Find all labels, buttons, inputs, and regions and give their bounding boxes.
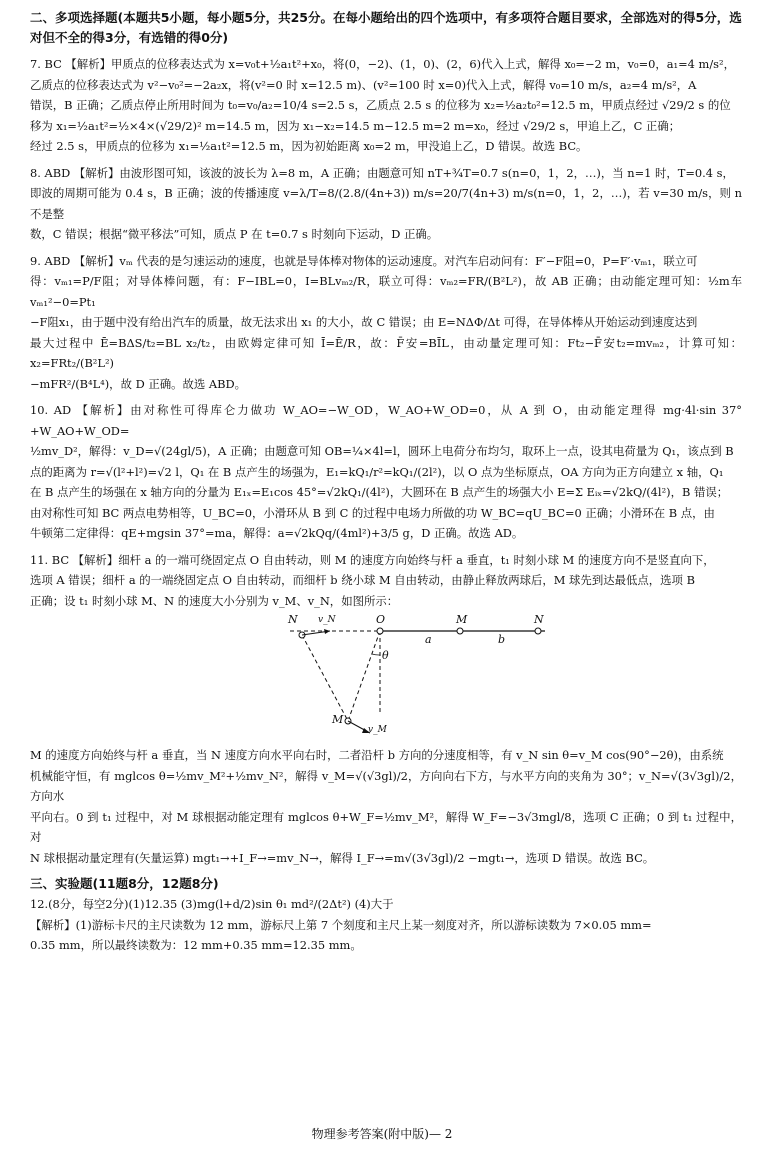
rod-a-dashed bbox=[348, 631, 380, 721]
q12-answer: 12.(8分，每空2分)(1)12.35 (3)mg(l+d/2)sin θ₁ md²/(2Δt²) (4)大于 bbox=[30, 897, 394, 911]
q7-line: 移为 x₁=½a₁t²=½×4×(√29/2)² m=14.5 m，因为 x₁−x₂=14.5 m−12.5 m=2 m=x₀，经过 √29/2 s，甲追上乙，C 正确； bbox=[30, 118, 681, 133]
q9-line: 最大过程中 Ē=BΔS/t₂=BL x₂/t₂，由欧姆定律可知 Ī=Ē/R，故：F̄安=BĪL，由动量定理可知：Ft₂−F̄安t₂=mvₘ₂，计算可知：x₂=FRt₂/(B²L²) bbox=[30, 335, 742, 370]
label-n-right: N bbox=[534, 613, 544, 626]
question-7 bbox=[30, 54, 742, 157]
q7-line: 经过 2.5 s，甲质点的位移为 x₁=½a₁t²=12.5 m，因为初始距离 x₀=2 m，甲没追上乙，D 错误。故选 BC。 bbox=[30, 139, 588, 153]
q12-line: 0.35 mm，所以最终读数为：12 mm+0.35 mm=12.35 mm。 bbox=[30, 938, 362, 952]
q8-line: 数，C 错误；根据“微平移法”可知，质点 P 在 t=0.7 s 时刻向下运动，D 正确。 bbox=[30, 227, 439, 241]
q10-line: ½mv_D²，解得：v_D=√(24gl/5)，A 正确；由题意可知 OB=¼×4l=l，圆环上电荷分布均匀，取环上一点，设其电荷量为 Q₁，该点到 B bbox=[30, 444, 734, 458]
q11-line: M 的速度方向始终与杆 a 垂直，当 N 速度方向水平向右时，二者沿杆 b 方向的分速度相等，有 v_N sin θ=v_M cos(90°−2θ)，由系统 bbox=[30, 748, 724, 762]
label-m-bottom: M bbox=[332, 713, 344, 726]
q9-line: −F阻x₁，由于题中没有给出汽车的质量，故无法求出 x₁ 的大小，故 C 错误；由 E=NΔΦ/Δt 可得，在导体棒从开始运动到速度达到 bbox=[30, 315, 698, 329]
label-vm: v_M bbox=[368, 725, 387, 735]
label-theta: θ bbox=[382, 649, 389, 662]
label-b: b bbox=[498, 633, 506, 646]
q11-line: 平向右。0 到 t₁ 过程中，对 M 球根据动能定理有 mglcos θ+W_F=½mv_M²，解得 W_F=−3√3mgl/8，选项 C 正确；0 到 t₁ 过程中，对 bbox=[30, 809, 742, 844]
q7-line: 7. BC 【解析】甲质点的位移表达式为 x=v₀t+½a₁t²+x₀，将(0，−2)、(1，0)、(2，6)代入上式，解得 x₀=−2 m，v₀=0，a₁=4 m/s²， bbox=[30, 57, 735, 71]
q10-line: 由对称性可知 BC 两点电势相等，U_BC=0，小滑环从 B 到 C 的过程中电场力所做的功 W_BC=qU_BC=0 正确；小滑环在 B 点，由 bbox=[30, 505, 715, 520]
rod-ball-svg bbox=[270, 613, 570, 743]
page-footer: 物理参考答案(附中版)— 2 bbox=[311, 1127, 453, 1141]
q10-line: 点的距离为 r=√(l²+l²)=√2 l，Q₁ 在 B 点产生的场强为，E₁=kQ₁/r²=kQ₁/(2l²)，以 O 点为坐标原点，OA 方向为正方向建立 x 轴，Q₁ bbox=[30, 464, 724, 479]
q11-line: 机械能守恒，有 mglcos θ=½mv_M²+½mv_N²，解得 v_M=√(√3gl)/2，方向向右下方，与水平方向的夹角为 30°；v_N=√(3√3gl)/2，方向水 bbox=[30, 768, 742, 803]
ball-m-top bbox=[457, 628, 463, 634]
q9-line: −mFR²/(B⁴L⁴)，故 D 正确。故选 ABD。 bbox=[30, 376, 247, 391]
q7-line: 乙质点的位移表达式为 v²−v₀²=−2a₂x，将(v²=0 时 x=12.5 m)、(v²=100 时 x=0)代入上式，解得 v₀=10 m/s，a₂=4 m/s²，A bbox=[30, 77, 697, 92]
section-2-title: 二、多项选择题(本题共5小题，每小题5分，共25分。在每小题给出的四个选项中，有多项符合题目要求，全部选对的得5分，选对但不全的得3分，有选错的得0分) bbox=[30, 10, 742, 45]
section-3-title: 三、实验题(11题8分，12题8分) bbox=[30, 876, 219, 891]
label-vn: v_N bbox=[318, 615, 336, 625]
q12-line: 【解析】(1)游标卡尺的主尺读数为 12 mm，游标尺上第 7 个刻度和主尺上某一刻度对齐，所以游标读数为 7×0.05 mm= bbox=[30, 917, 652, 932]
label-n-left: N bbox=[288, 613, 298, 626]
q10-line: 在 B 点产生的场强在 x 轴方向的分量为 E₁ₓ=E₁cos 45°=√2kQ₁/(4l²)，大圆环在 B 点产生的场强大小 E=Σ Eᵢₓ=√2kQ/(4l²)，B 错误； bbox=[30, 485, 729, 499]
q11-line: 正确；设 t₁ 时刻小球 M、N 的速度大小分别为 v_M、v_N，如图所示： bbox=[30, 593, 399, 608]
q11-line: 11. BC 【解析】细杆 a 的一端可绕固定点 O 自由转动，则 M 的速度方向始终与杆 a 垂直，t₁ 时刻小球 M 的速度方向不是竖直向下， bbox=[30, 552, 715, 567]
rod-b-dashed bbox=[302, 635, 348, 721]
q11-line: N 球根据动量定理有(矢量运算) mgt₁→+I_F→=mv_N→，解得 I_F→=m√(3√3gl)/2 −mgt₁→，选项 D 错误。故选 BC。 bbox=[30, 850, 655, 865]
question-9 bbox=[30, 251, 742, 395]
pivot-o bbox=[377, 628, 383, 634]
rod-ball-diagram bbox=[270, 613, 570, 743]
q8-line: 即波的周期可能为 0.4 s，B 正确；波的传播速度 v=λ/T=8/(2.8/(4n+3)) m/s=20/7(4n+3) m/s(n=0，1，2，…)，若 v=30 m/s，则 n 不是整 bbox=[30, 186, 742, 221]
arrow-vn-head bbox=[324, 629, 330, 634]
q8-line: 8. ABD 【解析】由波形图可知，该波的波长为 λ=8 m，A 正确；由题意可知 nT+¾T=0.7 s(n=0，1，2，…)，当 n=1 时，T=0.4 s， bbox=[30, 165, 734, 180]
q7-line: 错误，B 正确；乙质点停止所用时间为 t₀=v₀/a₂=10/4 s=2.5 s，乙质点 2.5 s 的位移为 x₂=½a₂t₀²=12.5 m，甲质点经过 √29/2 s 的位 bbox=[30, 98, 731, 112]
q9-line: 9. ABD 【解析】vₘ 代表的是匀速运动的速度，也就是导体棒对物体的运动速度。对汽车启动问有：F′−F阻=0，P=F′·vₘ₁，联立可 bbox=[30, 253, 698, 268]
theta-arc bbox=[372, 654, 380, 655]
question-8 bbox=[30, 163, 742, 245]
q9-line: 得：vₘ₁=P/F阻；对导体棒问题，有：F−IBL=0，I=BLvₘ₂/R，联立可得：vₘ₂=FR/(B²L²)，故 AB 正确；由动能定理可知：½m车vₘ₁²−0=Pt₁ bbox=[30, 274, 742, 309]
q11-line: 选项 A 错误；细杆 a 的一端绕固定点 O 自由转动，而细杆 b 绕小球 M 自由转动，由静止释放两球后，M 球先到达最低点，选项 B bbox=[30, 573, 695, 587]
q10-line: 牛顿第二定律得：qE+mgsin 37°=ma，解得：a=√2kQq/(4ml²)+3/5 g，D 正确。故选 AD。 bbox=[30, 526, 524, 540]
question-10 bbox=[30, 400, 742, 544]
label-m-top: M bbox=[456, 613, 468, 626]
label-o: O bbox=[376, 613, 386, 626]
label-a: a bbox=[425, 633, 432, 646]
question-11 bbox=[30, 550, 742, 869]
q10-line: 10. AD 【解析】由对称性可得库仑力做功 W_AO=−W_OD，W_AO+W_OD=0，从 A 到 O，由动能定理得 mg·4l·sin 37°+W_AO+W_OD= bbox=[30, 403, 742, 438]
question-12 bbox=[30, 894, 742, 956]
ball-n-right bbox=[535, 628, 541, 634]
